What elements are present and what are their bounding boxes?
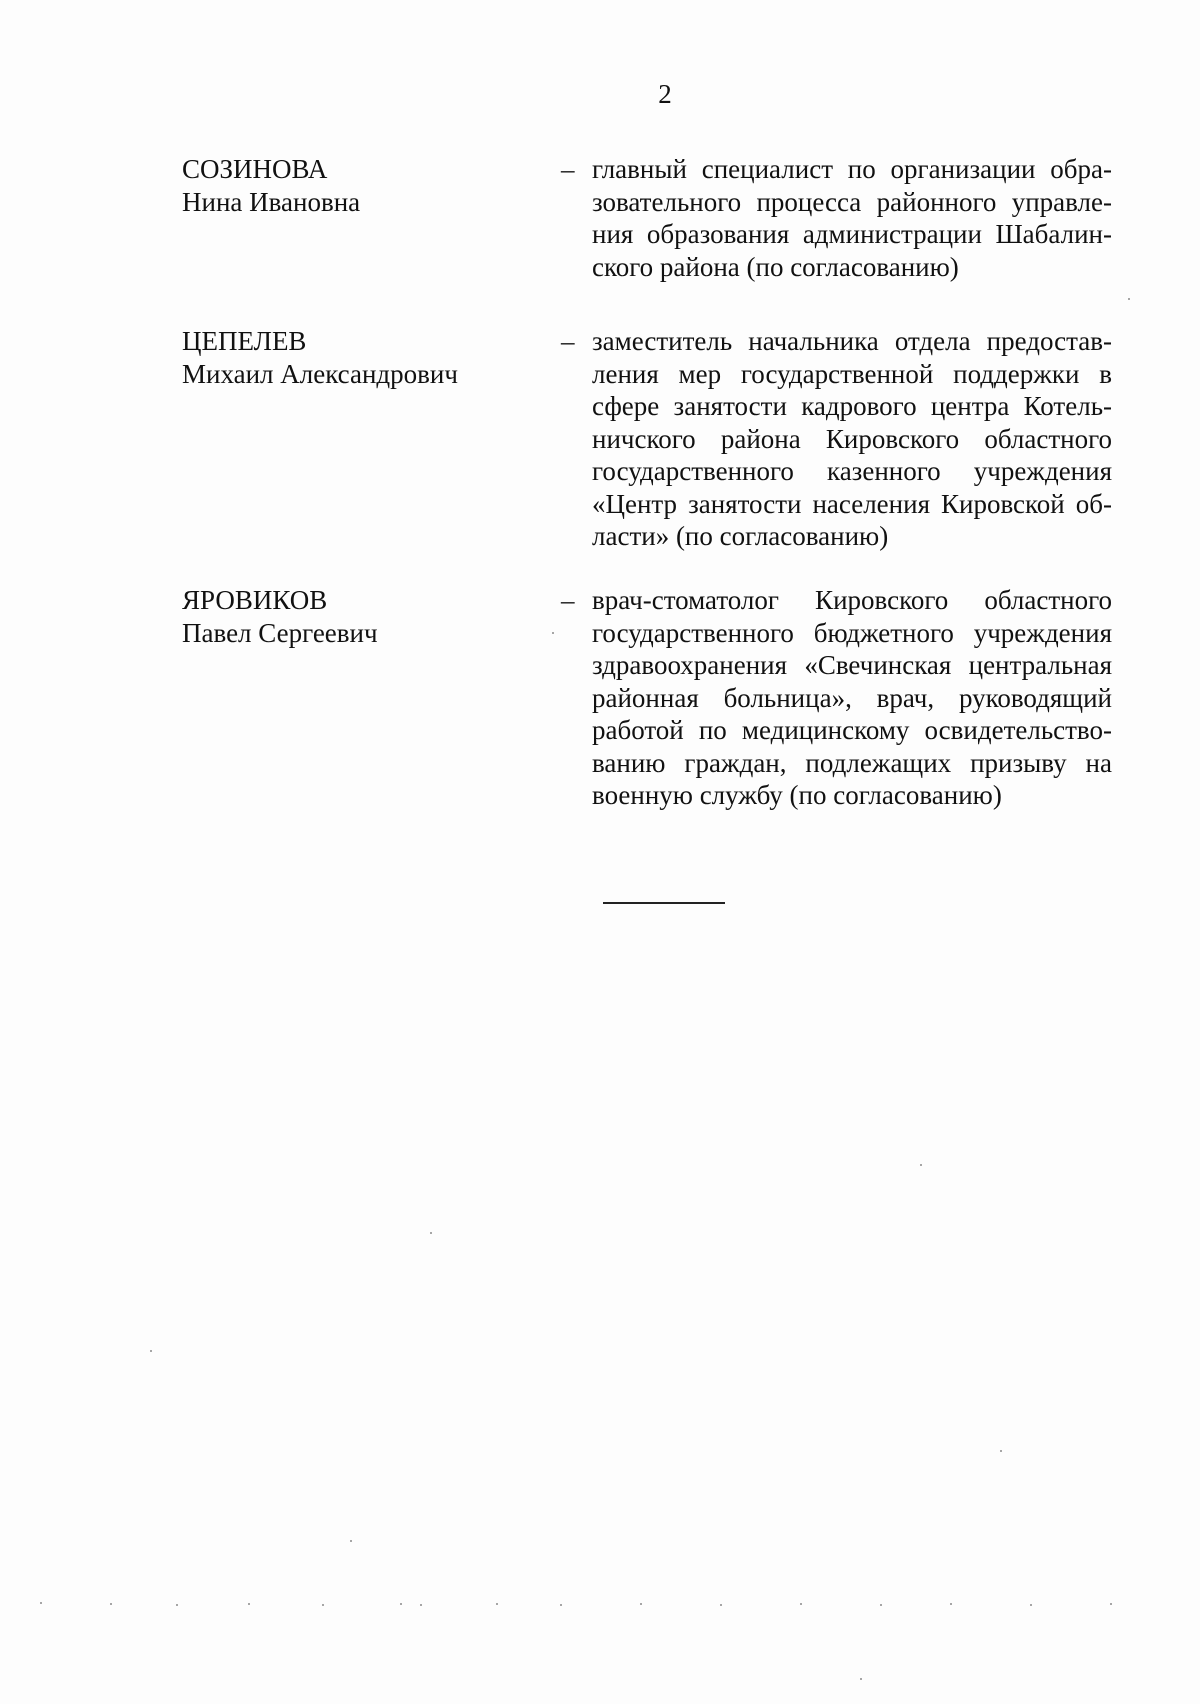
dash-separator: – (561, 326, 575, 356)
member-surname: ЦЕПЕЛЕВ (182, 326, 307, 356)
position-line: ления мер государственной поддержки в (592, 358, 1112, 389)
dash-separator: – (561, 154, 575, 184)
position-line: ласти» (по согласованию) (592, 521, 889, 551)
position-line: военную службу (по согласованию) (592, 780, 1002, 810)
position-line: «Центр занятости населения Кировской об- (592, 488, 1112, 519)
position-line: здравоохранения «Свечинская центральная (592, 650, 1112, 680)
position-line: ского района (по согласованию) (592, 251, 959, 282)
position-line: ния образования администрации Шабалин- (592, 219, 1112, 249)
member-position (592, 584, 1112, 812)
position-line: сфере занятости кадрового центра Котель- (592, 391, 1112, 421)
position-line: заместитель начальника отдела предостав- (592, 326, 1112, 356)
member-name (182, 584, 542, 650)
dash-separator: – (561, 585, 575, 615)
member-given-names: Михаил Александрович (182, 359, 458, 389)
member-position (592, 325, 1112, 553)
member-position (592, 153, 1112, 283)
position-line: ничского района Кировского областного (592, 423, 1112, 454)
position-line: государственного бюджетного учреждения (592, 617, 1112, 648)
position-line: врач-стоматолог Кировского областного (592, 585, 1112, 615)
position-line: государственного казенного учреждения (592, 456, 1112, 486)
position-line: районная больница», врач, руководящий (592, 682, 1112, 713)
member-given-names: Нина Ивановна (182, 187, 361, 217)
end-of-list-rule (603, 902, 725, 904)
member-given-names: Павел Сергеевич (182, 618, 378, 648)
page-number: 2 (658, 79, 672, 109)
member-name (182, 153, 542, 219)
member-name (182, 325, 542, 391)
position-line: ванию граждан, подлежащих призыву на (592, 747, 1112, 778)
position-line: работой по медицинскому освидетельство- (592, 715, 1112, 745)
position-line: зовательного процесса районного управле- (592, 186, 1112, 217)
position-line: главный специалист по организации обра- (592, 154, 1112, 184)
member-surname: ЯРОВИКОВ (182, 585, 328, 615)
member-surname: СОЗИНОВА (182, 154, 328, 184)
